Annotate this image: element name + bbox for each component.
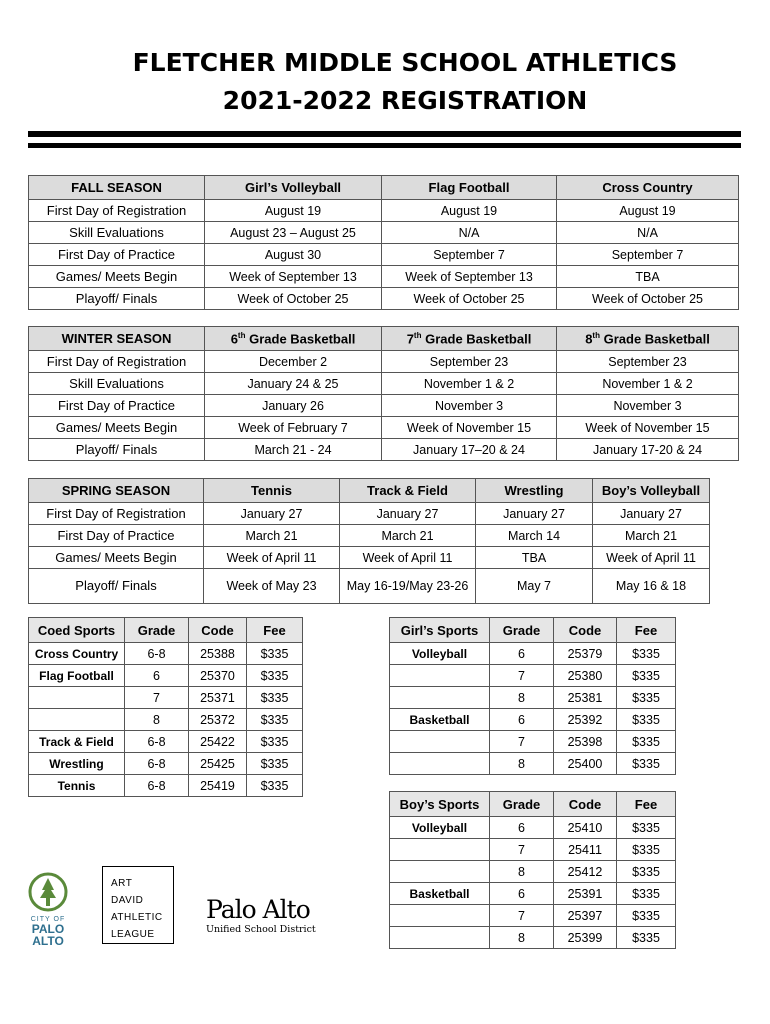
table-row xyxy=(29,775,303,797)
spring-cell-0-4: January 27 xyxy=(593,503,710,525)
adal-line-athletic: ATHLETIC xyxy=(111,912,163,923)
winter-row xyxy=(29,373,739,395)
spring-cell-3-1: Week of May 23 xyxy=(204,569,340,604)
winter-cell-4-3: January 17-20 & 24 xyxy=(557,439,739,461)
fall-cell-0-2: August 19 xyxy=(382,200,557,222)
boys-header-row xyxy=(390,792,676,817)
spring-row xyxy=(29,569,710,604)
coed-cell-2-0 xyxy=(29,687,125,709)
table-row xyxy=(390,665,676,687)
spring-cell-1-1: March 21 xyxy=(204,525,340,547)
fall-cell-1-1: August 23 – August 25 xyxy=(205,222,382,244)
coed-cell-2-2: 25371 xyxy=(189,687,247,709)
fall-cell-3-0: Games/ Meets Begin xyxy=(29,266,205,288)
fall-cell-1-2: N/A xyxy=(382,222,557,244)
table-row xyxy=(29,731,303,753)
coed-cell-1-3: $335 xyxy=(247,665,303,687)
girls-header-2: Code xyxy=(554,618,617,643)
winter-cell-2-0: First Day of Practice xyxy=(29,395,205,417)
winter-header-7th-rest: Grade Basketball xyxy=(421,331,532,347)
coed-cell-3-3: $335 xyxy=(247,709,303,731)
boys-cell-3-3: $335 xyxy=(617,883,676,905)
winter-cell-3-1: Week of February 7 xyxy=(205,417,382,439)
girls-cell-5-1: 8 xyxy=(490,753,554,775)
coed-header-0: Coed Sports xyxy=(29,618,125,643)
spring-header-row xyxy=(29,479,710,503)
fall-header-0: FALL SEASON xyxy=(29,176,205,200)
coed-cell-6-3: $335 xyxy=(247,775,303,797)
fall-cell-4-3: Week of October 25 xyxy=(557,288,739,310)
coed-sports-fee-table xyxy=(28,617,303,797)
spring-row xyxy=(29,503,710,525)
winter-cell-2-2: November 3 xyxy=(382,395,557,417)
spring-cell-1-0: First Day of Practice xyxy=(29,525,204,547)
spring-cell-2-0: Games/ Meets Begin xyxy=(29,547,204,569)
table-row xyxy=(29,753,303,775)
coed-sports-body xyxy=(29,618,303,797)
girls-sports-fee-table xyxy=(389,617,676,775)
boys-cell-2-3: $335 xyxy=(617,861,676,883)
coed-cell-2-1: 7 xyxy=(125,687,189,709)
coed-cell-5-3: $335 xyxy=(247,753,303,775)
spring-header-1: Tennis xyxy=(204,479,340,503)
boys-header-2: Code xyxy=(554,792,617,817)
girls-cell-1-3: $335 xyxy=(617,665,676,687)
girls-cell-2-2: 25381 xyxy=(554,687,617,709)
table-row xyxy=(390,861,676,883)
girls-header-0: Girl’s Sports xyxy=(390,618,490,643)
winter-cell-1-3: November 1 & 2 xyxy=(557,373,739,395)
fall-cell-3-3: TBA xyxy=(557,266,739,288)
pausd-subtitle: Unified School District xyxy=(206,924,316,935)
spring-cell-2-3: TBA xyxy=(476,547,593,569)
fall-cell-2-2: September 7 xyxy=(382,244,557,266)
table-row xyxy=(390,905,676,927)
fall-cell-2-0: First Day of Practice xyxy=(29,244,205,266)
city-tree-icon xyxy=(28,872,68,916)
fall-season-body xyxy=(29,176,739,310)
boys-cell-4-2: 25397 xyxy=(554,905,617,927)
spring-cell-3-0: Playoff/ Finals xyxy=(29,569,204,604)
coed-cell-5-1: 6-8 xyxy=(125,753,189,775)
winter-cell-1-1: January 24 & 25 xyxy=(205,373,382,395)
coed-cell-0-0: Cross Country xyxy=(29,643,125,665)
winter-cell-2-3: November 3 xyxy=(557,395,739,417)
girls-cell-4-0 xyxy=(390,731,490,753)
spring-cell-2-2: Week of April 11 xyxy=(340,547,476,569)
winter-row xyxy=(29,439,739,461)
spring-cell-0-1: January 27 xyxy=(204,503,340,525)
fall-cell-4-1: Week of October 25 xyxy=(205,288,382,310)
winter-season-table xyxy=(28,326,739,461)
spring-cell-1-3: March 14 xyxy=(476,525,593,547)
winter-cell-3-2: Week of November 15 xyxy=(382,417,557,439)
spring-season-table xyxy=(28,478,710,604)
table-row xyxy=(390,839,676,861)
fall-row xyxy=(29,288,739,310)
girls-cell-3-0: Basketball xyxy=(390,709,490,731)
fall-cell-3-1: Week of September 13 xyxy=(205,266,382,288)
girls-cell-2-1: 8 xyxy=(490,687,554,709)
table-row xyxy=(29,709,303,731)
boys-cell-4-3: $335 xyxy=(617,905,676,927)
girls-cell-5-3: $335 xyxy=(617,753,676,775)
coed-cell-4-2: 25422 xyxy=(189,731,247,753)
page-title-line-1: FLETCHER MIDDLE SCHOOL ATHLETICS xyxy=(132,48,678,77)
winter-header-7th-sup: th xyxy=(413,330,422,340)
spring-cell-3-4: May 16 & 18 xyxy=(593,569,710,604)
table-row xyxy=(390,731,676,753)
fall-header-row xyxy=(29,176,739,200)
coed-cell-3-1: 8 xyxy=(125,709,189,731)
coed-cell-6-2: 25419 xyxy=(189,775,247,797)
boys-cell-1-2: 25411 xyxy=(554,839,617,861)
coed-cell-3-0 xyxy=(29,709,125,731)
girls-cell-3-1: 6 xyxy=(490,709,554,731)
fall-header-2: Flag Football xyxy=(382,176,557,200)
fall-cell-2-1: August 30 xyxy=(205,244,382,266)
girls-cell-2-3: $335 xyxy=(617,687,676,709)
coed-cell-1-2: 25370 xyxy=(189,665,247,687)
boys-cell-4-1: 7 xyxy=(490,905,554,927)
girls-cell-4-1: 7 xyxy=(490,731,554,753)
table-row xyxy=(29,687,303,709)
boys-cell-4-0 xyxy=(390,905,490,927)
adal-line-art: ART xyxy=(111,878,133,889)
fall-season-table xyxy=(28,175,739,310)
coed-cell-2-3: $335 xyxy=(247,687,303,709)
table-row xyxy=(390,927,676,949)
winter-header-6th-rest: Grade Basketball xyxy=(245,331,356,347)
coed-cell-5-2: 25425 xyxy=(189,753,247,775)
adal-line-david: DAVID xyxy=(111,895,144,906)
girls-header-1: Grade xyxy=(490,618,554,643)
fall-cell-3-2: Week of September 13 xyxy=(382,266,557,288)
boys-cell-3-2: 25391 xyxy=(554,883,617,905)
boys-header-1: Grade xyxy=(490,792,554,817)
girls-cell-0-1: 6 xyxy=(490,643,554,665)
art-david-athletic-league-logo xyxy=(102,866,174,944)
table-row xyxy=(390,753,676,775)
boys-cell-1-0 xyxy=(390,839,490,861)
table-row xyxy=(29,643,303,665)
boys-cell-5-2: 25399 xyxy=(554,927,617,949)
girls-cell-5-2: 25400 xyxy=(554,753,617,775)
spring-header-3: Wrestling xyxy=(476,479,593,503)
winter-row xyxy=(29,395,739,417)
boys-cell-1-1: 7 xyxy=(490,839,554,861)
winter-header-8th-rest: Grade Basketball xyxy=(599,331,710,347)
winter-header-season: WINTER SEASON xyxy=(29,327,205,351)
coed-cell-5-0: Wrestling xyxy=(29,753,125,775)
girls-cell-0-3: $335 xyxy=(617,643,676,665)
boys-sports-fee-table xyxy=(389,791,676,949)
winter-row xyxy=(29,351,739,373)
winter-row xyxy=(29,417,739,439)
fall-row xyxy=(29,222,739,244)
girls-cell-3-3: $335 xyxy=(617,709,676,731)
spring-header-4: Boy’s Volleyball xyxy=(593,479,710,503)
boys-cell-0-1: 6 xyxy=(490,817,554,839)
spring-cell-1-2: March 21 xyxy=(340,525,476,547)
girls-cell-3-2: 25392 xyxy=(554,709,617,731)
fall-cell-4-2: Week of October 25 xyxy=(382,288,557,310)
coed-cell-4-3: $335 xyxy=(247,731,303,753)
spring-season-body xyxy=(29,479,710,604)
winter-cell-3-0: Games/ Meets Begin xyxy=(29,417,205,439)
boys-header-3: Fee xyxy=(617,792,676,817)
girls-cell-2-0 xyxy=(390,687,490,709)
header-rule-thick xyxy=(28,131,741,137)
boys-cell-5-3: $335 xyxy=(617,927,676,949)
winter-header-6th xyxy=(205,327,382,351)
city-palo-text: PALO xyxy=(31,922,65,936)
header-rule-thin xyxy=(28,143,741,148)
spring-cell-0-2: January 27 xyxy=(340,503,476,525)
fall-row xyxy=(29,244,739,266)
boys-cell-2-1: 8 xyxy=(490,861,554,883)
coed-header-row xyxy=(29,618,303,643)
boys-cell-2-2: 25412 xyxy=(554,861,617,883)
spring-cell-3-2: May 16-19/May 23-26 xyxy=(340,569,476,604)
winter-cell-0-0: First Day of Registration xyxy=(29,351,205,373)
boys-cell-5-1: 8 xyxy=(490,927,554,949)
city-alto-text: ALTO xyxy=(32,934,64,948)
girls-cell-1-1: 7 xyxy=(490,665,554,687)
girls-header-3: Fee xyxy=(617,618,676,643)
coed-cell-0-1: 6-8 xyxy=(125,643,189,665)
fall-header-1: Girl’s Volleyball xyxy=(205,176,382,200)
adal-line-league: LEAGUE xyxy=(111,929,155,940)
boys-cell-3-1: 6 xyxy=(490,883,554,905)
fall-row xyxy=(29,200,739,222)
winter-cell-0-2: September 23 xyxy=(382,351,557,373)
winter-header-8th-num: 8 xyxy=(585,331,593,347)
boys-cell-1-3: $335 xyxy=(617,839,676,861)
coed-header-3: Fee xyxy=(247,618,303,643)
coed-cell-4-1: 6-8 xyxy=(125,731,189,753)
girls-cell-4-2: 25398 xyxy=(554,731,617,753)
pausd-name: Palo Alto xyxy=(206,895,310,924)
girls-sports-body xyxy=(390,618,676,775)
winter-cell-0-3: September 23 xyxy=(557,351,739,373)
boys-cell-3-0: Basketball xyxy=(390,883,490,905)
winter-cell-1-2: November 1 & 2 xyxy=(382,373,557,395)
fall-cell-1-0: Skill Evaluations xyxy=(29,222,205,244)
coed-header-1: Grade xyxy=(125,618,189,643)
fall-cell-0-0: First Day of Registration xyxy=(29,200,205,222)
girls-cell-1-0 xyxy=(390,665,490,687)
table-row xyxy=(29,665,303,687)
coed-cell-6-0: Tennis xyxy=(29,775,125,797)
boys-cell-0-0: Volleyball xyxy=(390,817,490,839)
winter-cell-2-1: January 26 xyxy=(205,395,382,417)
boys-header-0: Boy’s Sports xyxy=(390,792,490,817)
boys-cell-5-0 xyxy=(390,927,490,949)
fall-row xyxy=(29,266,739,288)
spring-cell-0-0: First Day of Registration xyxy=(29,503,204,525)
winter-header-6th-num: 6 xyxy=(230,331,238,347)
winter-header-8th-sup: th xyxy=(592,330,600,340)
girls-cell-5-0 xyxy=(390,753,490,775)
boys-cell-2-0 xyxy=(390,861,490,883)
boys-cell-0-3: $335 xyxy=(617,817,676,839)
girls-cell-4-3: $335 xyxy=(617,731,676,753)
table-row xyxy=(390,817,676,839)
table-row xyxy=(390,883,676,905)
page-title-line-2: 2021-2022 REGISTRATION xyxy=(222,86,588,115)
winter-cell-0-1: December 2 xyxy=(205,351,382,373)
winter-cell-4-2: January 17–20 & 24 xyxy=(382,439,557,461)
coed-cell-1-1: 6 xyxy=(125,665,189,687)
city-of-palo-alto-logo xyxy=(22,872,74,952)
boys-cell-0-2: 25410 xyxy=(554,817,617,839)
fall-cell-4-0: Playoff/ Finals xyxy=(29,288,205,310)
coed-header-2: Code xyxy=(189,618,247,643)
table-row xyxy=(390,687,676,709)
girls-cell-0-0: Volleyball xyxy=(390,643,490,665)
city-of-text: CITY OF xyxy=(30,916,66,923)
table-row xyxy=(390,709,676,731)
coed-cell-1-0: Flag Football xyxy=(29,665,125,687)
girls-header-row xyxy=(390,618,676,643)
coed-cell-6-1: 6-8 xyxy=(125,775,189,797)
fall-cell-0-3: August 19 xyxy=(557,200,739,222)
winter-header-8th xyxy=(557,327,739,351)
spring-cell-3-3: May 7 xyxy=(476,569,593,604)
spring-cell-0-3: January 27 xyxy=(476,503,593,525)
fall-cell-2-3: September 7 xyxy=(557,244,739,266)
girls-cell-0-2: 25379 xyxy=(554,643,617,665)
girls-cell-1-2: 25380 xyxy=(554,665,617,687)
winter-header-7th xyxy=(382,327,557,351)
fall-cell-1-3: N/A xyxy=(557,222,739,244)
coed-cell-3-2: 25372 xyxy=(189,709,247,731)
spring-cell-1-4: March 21 xyxy=(593,525,710,547)
winter-cell-4-1: March 21 - 24 xyxy=(205,439,382,461)
spring-cell-2-4: Week of April 11 xyxy=(593,547,710,569)
winter-header-6th-sup: th xyxy=(237,330,246,340)
coed-cell-4-0: Track & Field xyxy=(29,731,125,753)
spring-header-0: SPRING SEASON xyxy=(29,479,204,503)
winter-cell-1-0: Skill Evaluations xyxy=(29,373,205,395)
boys-sports-body xyxy=(390,792,676,949)
spring-row xyxy=(29,547,710,569)
winter-cell-4-0: Playoff/ Finals xyxy=(29,439,205,461)
spring-header-2: Track & Field xyxy=(340,479,476,503)
fall-cell-0-1: August 19 xyxy=(205,200,382,222)
table-row xyxy=(390,643,676,665)
winter-cell-3-3: Week of November 15 xyxy=(557,417,739,439)
winter-header-7th-num: 7 xyxy=(406,331,414,347)
fall-header-3: Cross Country xyxy=(557,176,739,200)
spring-row xyxy=(29,525,710,547)
palo-alto-unified-logo xyxy=(206,896,326,946)
coed-cell-0-2: 25388 xyxy=(189,643,247,665)
coed-cell-0-3: $335 xyxy=(247,643,303,665)
spring-cell-2-1: Week of April 11 xyxy=(204,547,340,569)
